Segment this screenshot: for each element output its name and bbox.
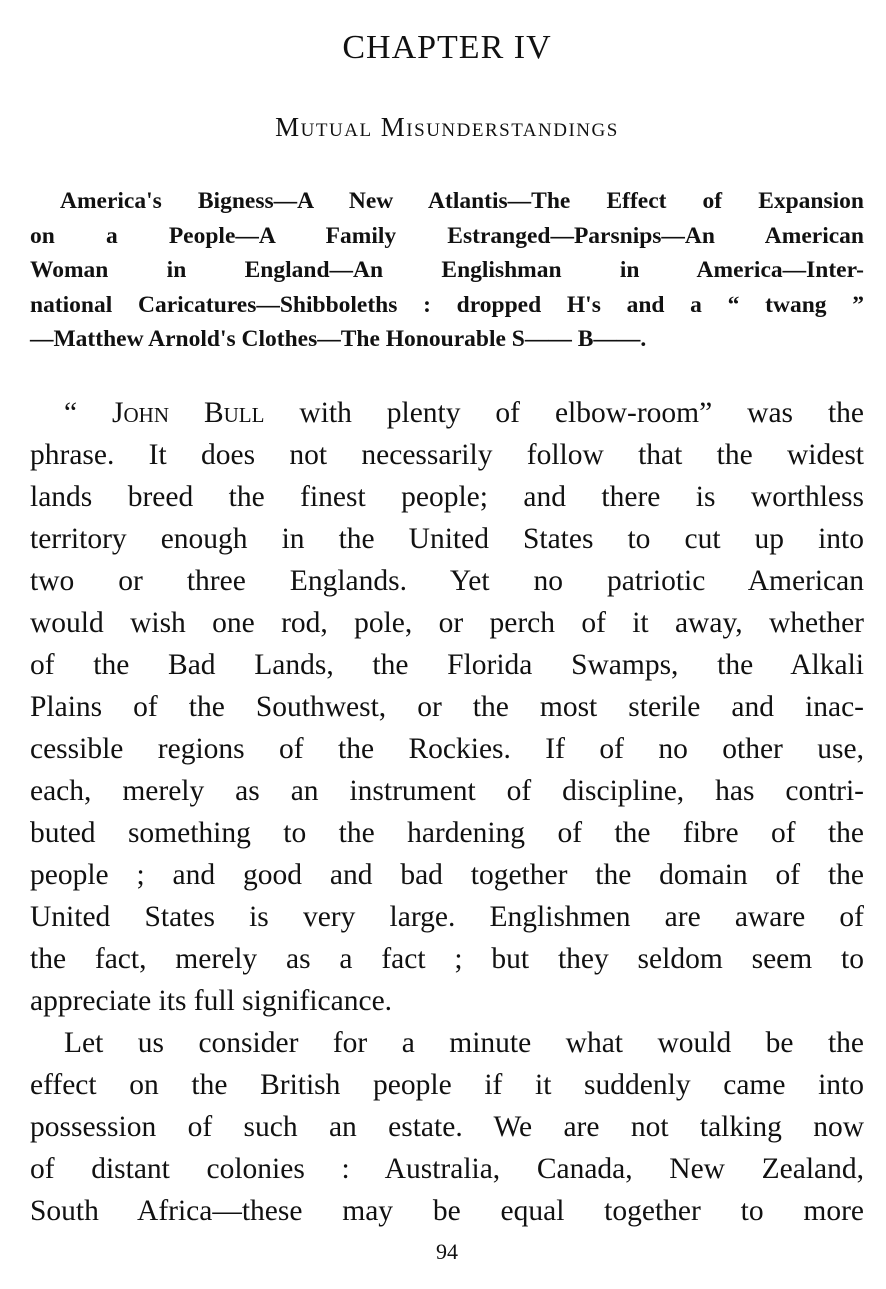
body-line: cessible regions of the Rockies. If of no other use, (30, 733, 864, 765)
body-line: Plains of the Southwest, or the most sterile and inac- (30, 691, 864, 723)
body-line: the fact, merely as a fact ; but they seldom seem to (30, 943, 864, 975)
body-line: each, merely as an instrument of discipline, has contri- (30, 775, 864, 807)
body-text (30, 392, 864, 1232)
body-line: territory enough in the United States to cut up into (30, 523, 864, 555)
book-page (30, 0, 864, 1289)
synopsis-line: national Caricatures—Shibboleths : dropped H's and a “ twang ” (30, 291, 864, 318)
paragraph-1-first-line (30, 392, 864, 434)
body-line: lands breed the finest people; and there is worthless (30, 481, 864, 513)
body-line: two or three Englands. Yet no patriotic American (30, 565, 864, 597)
paragraph-2-line: Let us consider for a minute what would be the (64, 1027, 864, 1059)
synopsis-line: Woman in England—An Englishman in America—Inter- (30, 257, 864, 283)
body-line: phrase. It does not necessarily follow that the widest (30, 439, 864, 471)
page-number: 94 (436, 1239, 458, 1264)
opening-quote: “ (64, 397, 113, 429)
chapter-subtitle: Mutual Misunderstandings (275, 112, 619, 142)
paragraph-2-line: effect on the British people if it suddenly came into (30, 1069, 864, 1101)
body-line: of the Bad Lands, the Florida Swamps, the Alkali (30, 649, 864, 681)
paragraph-2-line: possession of such an estate. We are not talking now (30, 1111, 864, 1143)
paragraph-2-line: South Africa—these may be equal together to more (30, 1195, 864, 1227)
body-line: people ; and good and bad together the domain of the (30, 859, 864, 891)
body-line: would wish one rod, pole, or perch of it away, whether (30, 607, 864, 639)
lead-rest: with plenty of elbow-room” was the (264, 397, 865, 429)
synopsis-line: on a People—A Family Estranged—Parsnips—An American (30, 222, 864, 249)
body-line: buted something to the hardening of the fibre of the (30, 817, 864, 849)
lead-name: John Bull (112, 397, 265, 429)
chapter-synopsis (30, 184, 864, 357)
paragraph-2-line: of distant colonies : Australia, Canada, New Zealand, (30, 1153, 864, 1185)
synopsis-line: America's Bigness—A New Atlantis—The Effect of Expansion (60, 188, 864, 214)
synopsis-line: —Matthew Arnold's Clothes—The Honourable S—— B——. (30, 326, 647, 352)
chapter-title: CHAPTER IV (342, 29, 552, 66)
body-line: United States is very large. Englishmen are aware of (30, 901, 864, 933)
body-line: appreciate its full significance. (30, 985, 393, 1017)
